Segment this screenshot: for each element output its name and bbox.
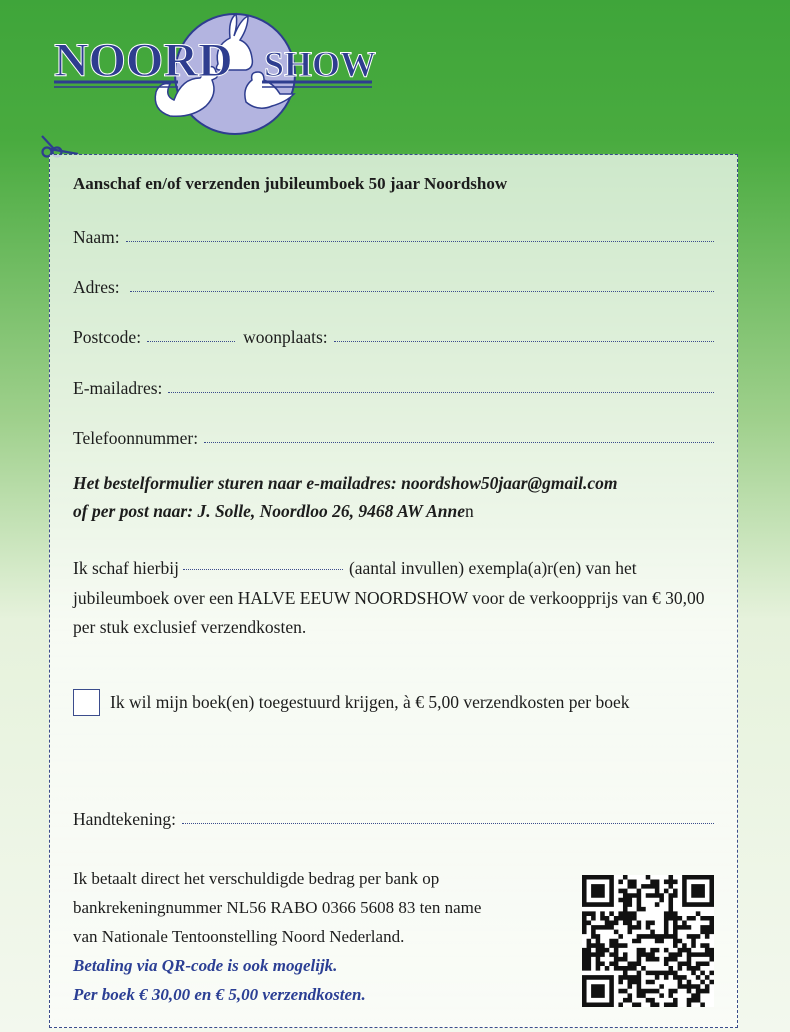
pay-qr-note: Betaling via QR-code is ook mogelijk. [73, 956, 338, 975]
pay-price-note: Per boek € 30,00 en € 5,00 verzendkosten. [73, 985, 366, 1004]
qr-modules [582, 875, 714, 1007]
postcode-field[interactable] [73, 327, 714, 348]
noordshow-logo [50, 6, 380, 136]
email-input-line[interactable] [168, 391, 714, 393]
adres-field[interactable] [73, 277, 714, 298]
order-start: Ik schaf hierbij [73, 558, 179, 578]
adres-label: Adres: [73, 277, 120, 297]
order-form [49, 154, 738, 1028]
shipping-label: Ik wil mijn boek(en) toegestuurd krijgen, à € 5,00 verzendkosten per boek [110, 692, 630, 712]
send-email-line: Het bestelformulier sturen naar e-mailadres: noordshow50jaar@gmail.com [73, 473, 618, 493]
postcode-label: Postcode: [73, 327, 142, 347]
order-text [73, 554, 713, 643]
naam-label: Naam: [73, 227, 120, 247]
shipping-checkbox[interactable] [73, 689, 100, 716]
send-post-line [73, 497, 617, 525]
qr-code-icon[interactable] [582, 875, 714, 1007]
payment-info [73, 864, 543, 1009]
shipping-option[interactable] [73, 689, 630, 716]
handtekening-input-line[interactable] [182, 822, 714, 824]
email-label: E-mailadres: [73, 378, 163, 398]
pay-line-3: van Nationale Tentoonstelling Noord Nederland. [73, 927, 405, 946]
quantity-input-line[interactable] [183, 568, 343, 570]
svg-text:SHOW: SHOW [264, 44, 377, 84]
handtekening-field[interactable] [73, 809, 714, 830]
adres-input-line[interactable] [130, 290, 714, 292]
telefoon-input-line[interactable] [204, 441, 714, 443]
send-instructions [73, 469, 617, 525]
pay-line-1: Ik betaalt direct het verschuldigde bedrag per bank op [73, 869, 440, 888]
woonplaats-input-line[interactable] [334, 340, 714, 342]
send-post-tail: n [465, 501, 474, 521]
naam-input-line[interactable] [126, 240, 714, 242]
woonplaats-label: woonplaats: [243, 327, 328, 347]
email-field[interactable] [73, 378, 714, 399]
handtekening-label: Handtekening: [73, 809, 177, 829]
svg-text:NOORD: NOORD [54, 34, 233, 87]
form-title: Aanschaf en/of verzenden jubileumboek 50 jaar Noordshow [73, 174, 508, 193]
naam-field[interactable] [73, 227, 714, 248]
pay-line-2: bankrekeningnummer NL56 RABO 0366 5608 83 ten name [73, 898, 482, 917]
telefoon-label: Telefoonnummer: [73, 428, 199, 448]
postcode-input-line[interactable] [147, 340, 235, 342]
telefoon-field[interactable] [73, 428, 714, 449]
order-rest: (aantal invullen) exempla(a)r(en) van het jubileumboek over een HALVE EEUW NOORDSHOW voor de verkoopprijs van € 30,00 per stuk exclusief verzendkosten. [73, 558, 705, 637]
send-post-text: of per post naar: J. Solle, Noordloo 26, 9468 AW Anne [73, 501, 466, 521]
